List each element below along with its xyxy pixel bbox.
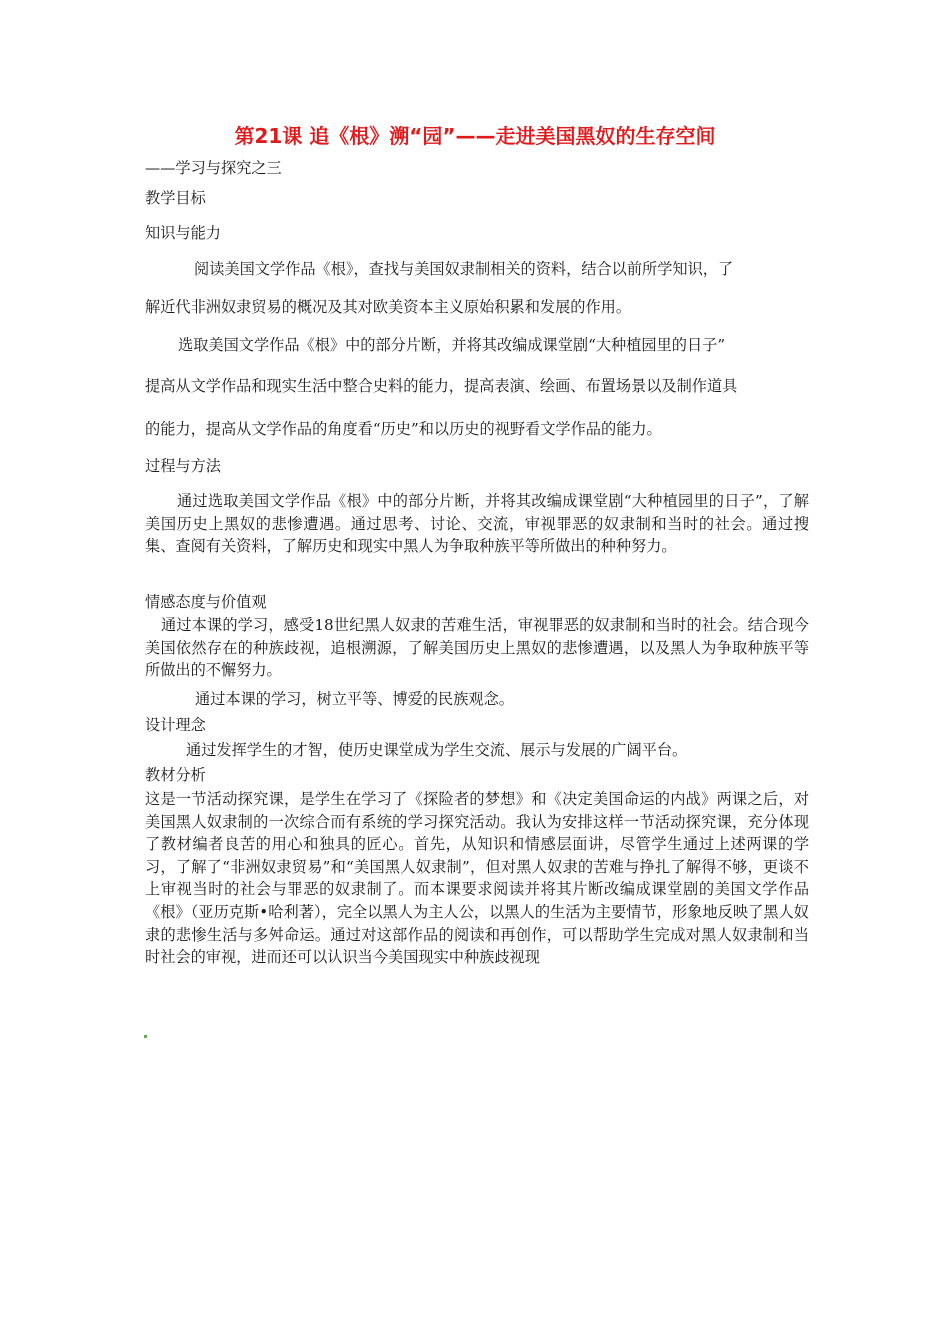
heading-process-method: 过程与方法	[145, 457, 221, 475]
emotion-paragraph-2: 通过本课的学习，树立平等、博爱的民族观念。	[195, 690, 514, 708]
knowledge-paragraph-2-line-2: 提高从文学作品和现实生活中整合史料的能力，提高表演、绘画、布置场景以及制作道具	[145, 377, 738, 395]
emotion-paragraph-1: 通过本课的学习，感受18世纪黑人奴隶的苦难生活，审视罪恶的奴隶制和当时的社会。结合现今美国依然存在的种族歧视，追根溯源，了解美国历史上黑奴的悲惨遭遇，以及黑人为争取种族平等所做出的不懈努力。	[145, 616, 809, 680]
heading-knowledge-ability: 知识与能力	[145, 224, 221, 242]
heading-emotion-values: 情感态度与价值观	[145, 593, 267, 611]
document-title: 第21课 追《根》溯“园”——走进美国黑奴的生存空间	[234, 124, 716, 148]
knowledge-paragraph-2-line-1: 选取美国文学作品《根》中的部分片断，并将其改编成课堂剧“大种植园里的日子”	[178, 336, 726, 354]
heading-design-concept: 设计理念	[145, 716, 206, 734]
document-subtitle: ——学习与探究之三	[145, 159, 282, 177]
heading-material-analysis: 教材分析	[145, 766, 206, 784]
knowledge-paragraph-1-line-1: 阅读美国文学作品《根》，查找与美国奴隶制相关的资料，结合以前所学知识，了	[194, 260, 734, 278]
design-paragraph: 通过发挥学生的才智，使历史课堂成为学生交流、展示与发展的广阔平台。	[186, 741, 688, 759]
material-paragraph: 这是一节活动探究课，是学生在学习了《探险者的梦想》和《决定美国命运的内战》两课之后，对美国黑人奴隶制的一次综合而有系统的学习探究活动。我认为安排这样一节活动探究课，充分体现了教材编者良苦的用心和独具的匠心。首先，从知识和情感层面讲，尽管学生通过上述两课的学习，了解了“非洲奴隶贸易”和“美国黑人奴隶制”，但对黑人奴隶的苦难与挣扎了解得不够，更谈不上审视当时的社会与罪恶的奴隶制了。而本课要求阅读并将其片断改编成课堂剧的美国文学作品《根》（亚历克斯•哈利著），完全以黑人为主人公，以黑人的生活为主要情节，形象地反映了黑人奴隶的悲惨生活与多舛命运。通过对这部作品的阅读和再创作，可以帮助学生完成对黑人奴隶制和当时社会的审视，进而还可以认识当今美国现实中种族歧视现	[145, 790, 809, 967]
knowledge-paragraph-2-line-3: 的能力，提高从文学作品的角度看“历史”和以历史的视野看文学作品的能力。	[145, 420, 662, 438]
marker-dot	[144, 1035, 147, 1038]
process-paragraph: 通过选取美国文学作品《根》中的部分片断，并将其改编成课堂剧“大种植园里的日子”，了解美国历史上黑奴的悲惨遭遇。通过思考、讨论、交流，审视罪恶的奴隶制和当时的社会。通过搜集、查阅有关资料，了解历史和现实中黑人为争取种族平等所做出的种种努力。	[145, 492, 809, 556]
heading-teaching-goals: 教学目标	[145, 189, 206, 207]
knowledge-paragraph-1-line-2: 解近代非洲奴隶贸易的概况及其对欧美资本主义原始积累和发展的作用。	[145, 298, 631, 316]
